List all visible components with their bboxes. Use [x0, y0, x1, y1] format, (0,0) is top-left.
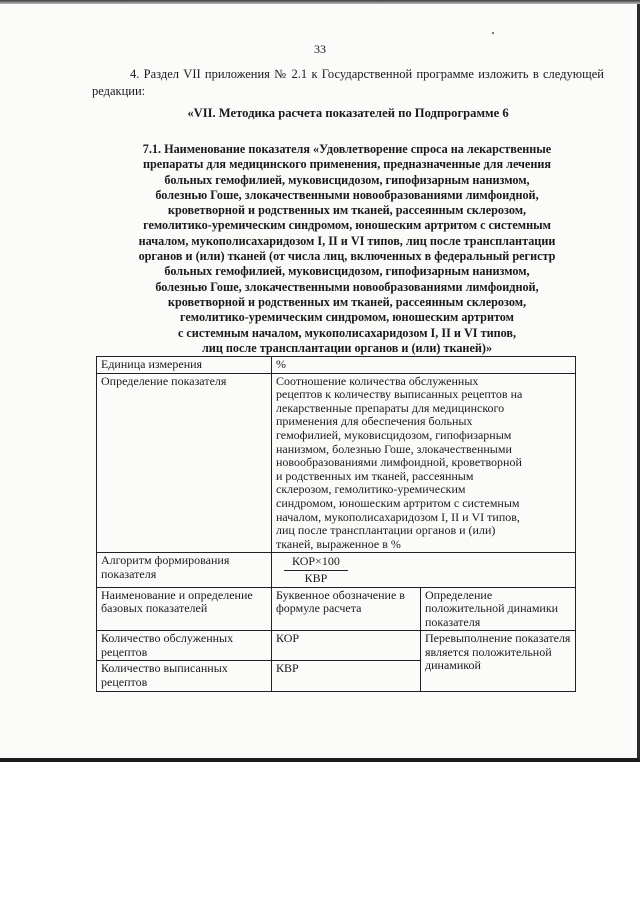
heading-line: кроветворной и родственных им тканей, рассеянным склерозом,: [167, 294, 527, 309]
heading-line: 7.1. Наименование показателя «Удовлетворение спроса на лекарственные: [142, 142, 552, 156]
scan-top-edge: [0, 0, 640, 4]
algorithm-label: Алгоритм формирования показателя: [97, 553, 272, 587]
base-indicators-header: Наименование и определение базовых показателей: [97, 587, 272, 631]
definition-text: [272, 373, 576, 553]
heading-line: гемолитико-уремическим синдромом, юношеским артритом: [180, 310, 514, 325]
table-row: [97, 631, 576, 661]
served-prescriptions-code: КОР: [272, 631, 421, 661]
table-row: [97, 357, 576, 374]
formula-denominator: КВР: [304, 570, 328, 585]
scan-speck: [492, 32, 494, 34]
definition-line: лиц после трансплантации органов и (или): [276, 523, 496, 538]
definition-line: гемофилией, муковисцидозом, гипофизарным: [276, 427, 512, 442]
heading-line: с системным началом, мукополисахаридозом I, II и VI типов,: [177, 325, 517, 340]
formula-numerator: КОР×100: [284, 555, 348, 571]
definition-line: рецептов к количеству выписанных рецептов на: [276, 387, 523, 402]
heading-line: больных гемофилией, муковисцидозом, гипофизарным нанизмом,: [164, 264, 530, 279]
heading-line: препараты для медицинского применения, предназначенные для лечения: [143, 157, 551, 172]
issued-prescriptions-code: КВР: [272, 661, 421, 691]
definition-label: Определение показателя: [97, 373, 272, 553]
heading-line: гемолитико-уремическим синдромом, юношеским артритом с системным: [143, 218, 551, 233]
definition-line: применения для обеспечения больных: [276, 414, 473, 429]
indicator-heading: [98, 142, 596, 356]
unit-value: %: [272, 357, 576, 374]
heading-line: больных гемофилией, муковисцидозом, гипофизарным нанизмом,: [164, 172, 530, 187]
definition-line: нанизмом, болезнью Гоше, злокачественными: [276, 441, 512, 456]
definition-line: и родственных им тканей, рассеянным: [276, 468, 474, 483]
heading-line: лиц после трансплантации органов и (или) тканей)»: [201, 340, 493, 355]
section-title: «VII. Методика расчета показателей по Подпрограмме 6: [187, 106, 509, 120]
issued-prescriptions-label: Количество выписанных рецептов: [97, 661, 272, 691]
definition-line: новообразованиями лимфоидной, кроветворной: [276, 455, 522, 470]
heading-line: началом, мукополисахаридозом I, II и VI типов, лиц после трансплантации: [138, 233, 556, 248]
served-prescriptions-label: Количество обслуженных рецептов: [97, 631, 272, 661]
formula-fraction: [284, 555, 348, 585]
heading-line: органов и (или) тканей (от числа лиц, включенных в федеральный регистр: [138, 249, 556, 264]
definition-line: тканей, выраженное в %: [276, 536, 401, 551]
heading-line: кроветворной и родственных им тканей, рассеянным склерозом,: [167, 203, 527, 218]
page-number: 33: [314, 42, 326, 56]
intro-paragraph: 4. Раздел VII приложения № 2.1 к Государственной программе изложить в следующей редакции:: [92, 67, 604, 98]
table-row: [97, 587, 576, 631]
definition-line: Соотношение количества обслуженных: [276, 373, 479, 388]
indicator-table: [96, 356, 576, 692]
formula-cell: [272, 553, 576, 587]
unit-label: Единица измерения: [97, 357, 272, 374]
definition-line: синдромом, юношеским артритом с системным: [276, 495, 520, 510]
definition-line: лекарственные препараты для медицинского: [276, 400, 505, 415]
letter-designation-header: Буквенное обозначение в формуле расчета: [272, 587, 421, 631]
definition-line: склерозом, гемолитико-уремическим: [276, 482, 466, 497]
heading-line: болезнью Гоше, злокачественными новообразованиями лимфоидной,: [155, 279, 539, 294]
table-row: [97, 553, 576, 587]
dynamics-header: Определение положительной динамики показателя: [421, 587, 576, 631]
heading-line: болезнью Гоше, злокачественными новообразованиями лимфоидной,: [155, 187, 539, 202]
dynamics-value: Перевыполнение показателя является положительной динамикой: [421, 631, 576, 691]
definition-line: началом, мукополисахаридозом I, II и VI типов,: [276, 509, 520, 524]
table-row: [97, 373, 576, 553]
